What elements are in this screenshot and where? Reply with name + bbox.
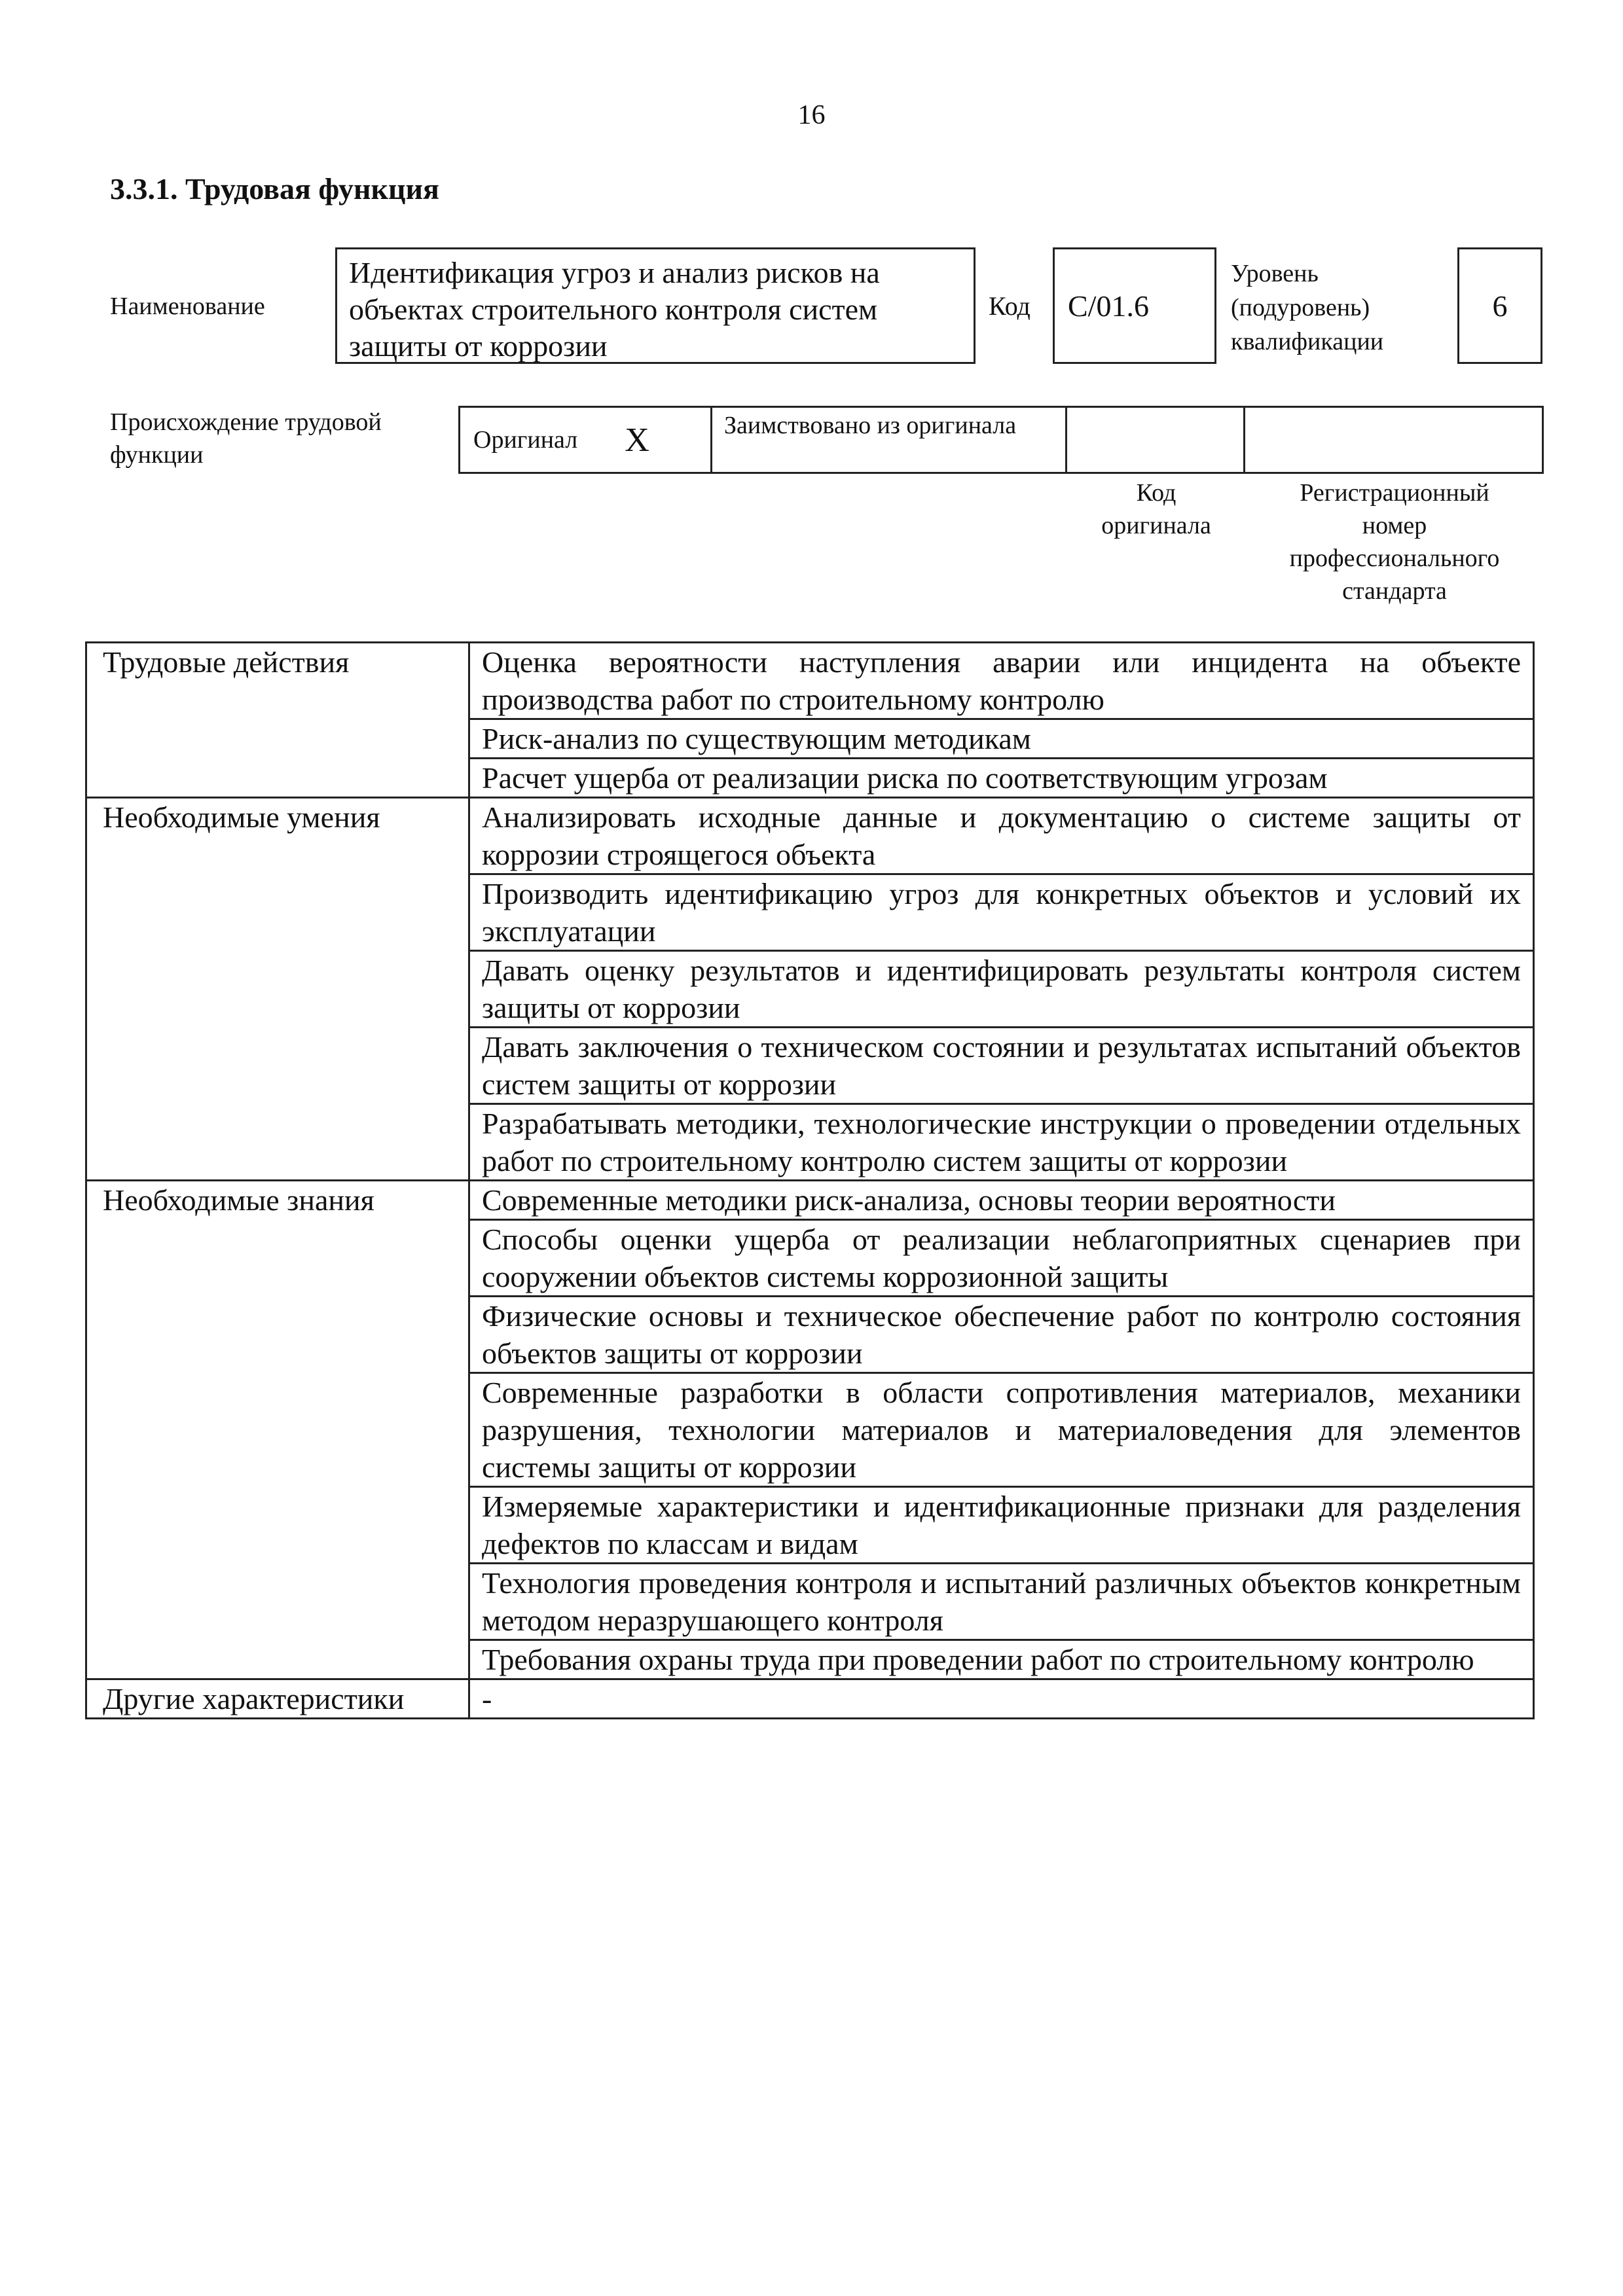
level-label-line-2: (подуровень) [1231,294,1370,321]
level-label-line-1: Уровень [1231,260,1319,287]
qualification-level-label [1231,257,1383,359]
knowledge-item: Требования охраны труда при проведении работ по строительному контролю [469,1640,1534,1679]
code-value-box: С/01.6 [1053,247,1216,364]
code-caption-line-1: Код [1136,479,1176,507]
page-number: 16 [797,100,826,130]
skill-item: Производить идентификацию угроз для конкретных объектов и условий их эксплуатации [469,874,1534,951]
origin-row [458,406,1544,474]
knowledge-item: Физические основы и техническое обеспечение работ по контролю состояния объектов защиты от коррозии [469,1297,1534,1373]
actions-category: Трудовые действия [86,643,469,798]
origin-code-caption [1067,476,1245,542]
code-label: Код [989,291,1030,321]
other-category: Другие характеристики [86,1679,469,1719]
function-details-table [85,641,1535,1719]
skill-item: Давать оценку результатов и идентифицировать результаты контроля систем защиты от коррозии [469,951,1534,1028]
reg-number-caption [1247,476,1542,607]
skill-item: Разрабатывать методики, технологические инструкции о проведении отдельных работ по строительному контролю систем защиты от коррозии [469,1104,1534,1181]
other-value: - [469,1679,1534,1719]
name-label: Наименование [110,293,265,320]
action-item: Риск-анализ по существующим методикам [469,719,1534,759]
level-label-line-3: квалификации [1231,328,1384,355]
section-title: 3.3.1. Трудовая функция [110,172,439,206]
origin-original-label: Оригинал [473,426,578,454]
table-row [86,798,1534,874]
reg-caption-line-2: номер [1362,512,1427,539]
table-row [86,1181,1534,1220]
table-row [86,1679,1534,1719]
knowledge-item: Способы оценки ущерба от реализации неблагоприятных сценариев при сооружении объектов системы коррозионной защиты [469,1220,1534,1297]
knowledge-item: Измеряемые характеристики и идентификационные признаки для разделения дефектов по классам и видам [469,1487,1534,1564]
knowledge-item: Современные разработки в области сопротивления материалов, механики разрушения, технологии материалов и материаловедения для элементов системы защиты от коррозии [469,1373,1534,1487]
reg-caption-line-4: стандарта [1342,577,1447,605]
skill-item: Анализировать исходные данные и документацию о системе защиты от коррозии строящегося объекта [469,798,1534,874]
knowledge-item: Современные методики риск-анализа, основы теории вероятности [469,1181,1534,1220]
action-item: Оценка вероятности наступления аварии или инцидента на объекте производства работ по строительному контролю [469,643,1534,719]
origin-reg-number-cell [1245,408,1542,472]
reg-caption-line-1: Регистрационный [1300,479,1489,507]
knowledge-item: Технология проведения контроля и испытаний различных объектов конкретным методом неразрушающего контроля [469,1564,1534,1640]
origin-original-cell [460,408,712,472]
knowledge-category: Необходимые знания [86,1181,469,1679]
action-item: Расчет ущерба от реализации риска по соответствующим угрозам [469,759,1534,798]
table-row [86,643,1534,719]
reg-caption-line-3: профессионального [1289,545,1500,572]
skills-category: Необходимые умения [86,798,469,1181]
function-name-box: Идентификация угроз и анализ рисков на объектах строительного контроля систем защиты от коррозии [335,247,976,364]
origin-label: Происхождение трудовой функции [110,408,382,469]
origin-code-cell [1067,408,1245,472]
qualification-level-box: 6 [1457,247,1542,364]
origin-original-mark: Х [625,421,649,459]
origin-borrowed-cell: Заимствовано из оригинала [712,408,1067,472]
skill-item: Давать заключения о техническом состоянии и результатах испытаний объектов систем защиты от коррозии [469,1028,1534,1104]
code-caption-line-2: оригинала [1101,512,1211,539]
